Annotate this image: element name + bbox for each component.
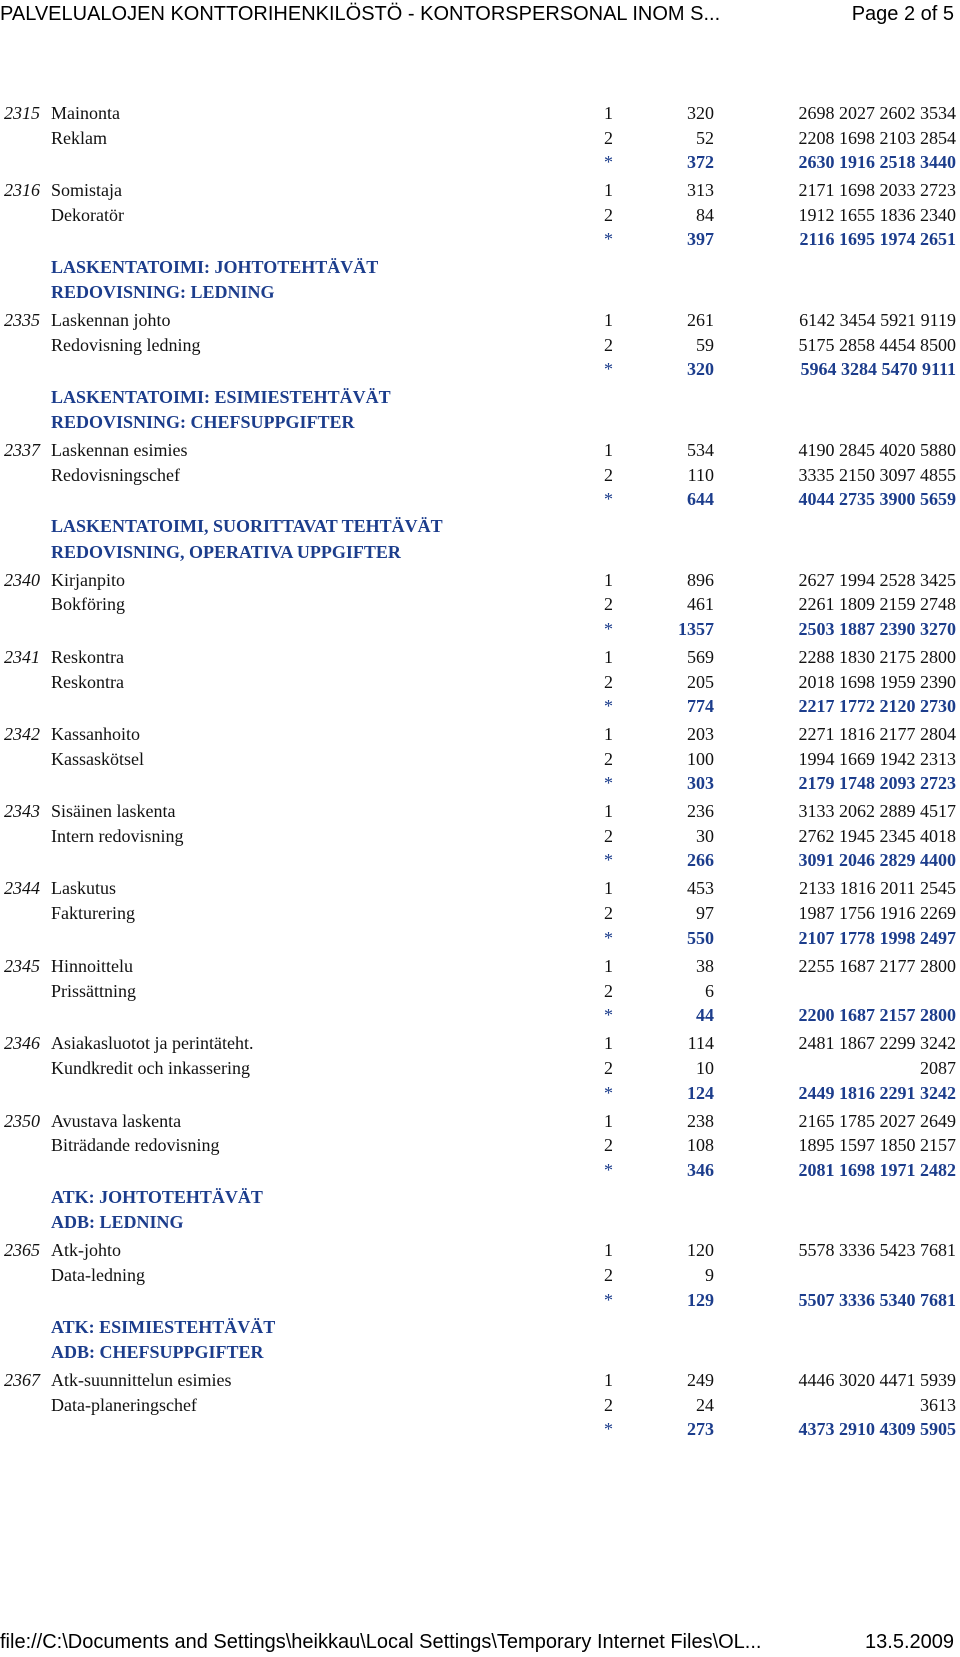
occupation-code: 2350 <box>4 1111 40 1131</box>
salary-stats: 2116 1695 1974 2651 <box>799 229 956 249</box>
occupation-name: Redovisning ledning <box>51 335 201 355</box>
page-header <box>0 0 960 28</box>
count: 124 <box>687 1083 714 1103</box>
section-heading <box>0 1314 960 1340</box>
occupation-name: Kirjanpito <box>51 570 125 590</box>
table-row <box>0 798 960 824</box>
total-row <box>0 693 960 719</box>
file-path: file://C:\Documents and Settings\heikkau\Local Settings\Temporary Internet Files\OL... <box>0 1631 762 1653</box>
section-heading-label: ADB: CHEFSUPPGIFTER <box>51 1342 264 1362</box>
count: 266 <box>687 850 714 870</box>
salary-stats: 2503 1887 2390 3270 <box>798 619 956 639</box>
count: 238 <box>687 1111 714 1131</box>
table-row <box>0 644 960 670</box>
sex-code: 2 <box>604 465 613 485</box>
occupation-code: 2341 <box>4 647 40 667</box>
salary-stats: 2171 1698 2033 2723 <box>798 180 956 200</box>
table-row <box>0 1055 960 1081</box>
occupation-code: 2367 <box>4 1370 40 1390</box>
section-heading-label: REDOVISNING: CHEFSUPPGIFTER <box>51 412 355 432</box>
occupation-name: Somistaja <box>51 180 122 200</box>
salary-stats: 2165 1785 2027 2649 <box>798 1111 956 1131</box>
table-row <box>0 125 960 151</box>
sex-code: 1 <box>604 1370 613 1390</box>
occupation-code: 2344 <box>4 878 40 898</box>
document-title: PALVELUALOJEN KONTTORIHENKILÖSTÖ - KONTORSPERSONAL INOM S... <box>0 3 721 25</box>
sex-code: * <box>604 850 613 870</box>
table-row <box>0 875 960 901</box>
salary-stats: 6142 3454 5921 9119 <box>799 310 956 330</box>
sex-code: * <box>604 152 613 172</box>
occupation-name: Reskontra <box>51 647 124 667</box>
sex-code: * <box>604 1005 613 1025</box>
sex-code: * <box>604 1419 613 1439</box>
count: 896 <box>687 570 714 590</box>
table-row <box>0 1132 960 1158</box>
total-row <box>0 770 960 796</box>
sex-code: 1 <box>604 878 613 898</box>
table-row <box>0 1108 960 1134</box>
total-row <box>0 1416 960 1442</box>
section-heading <box>0 254 960 280</box>
occupation-code: 2343 <box>4 801 40 821</box>
sex-code: 2 <box>604 1265 613 1285</box>
table-row <box>0 100 960 126</box>
sex-code: * <box>604 229 613 249</box>
sex-code: 1 <box>604 103 613 123</box>
section-heading <box>0 279 960 305</box>
count: 261 <box>687 310 714 330</box>
occupation-name: Redovisningschef <box>51 465 180 485</box>
table-row <box>0 1392 960 1418</box>
occupation-code: 2365 <box>4 1240 40 1260</box>
count: 236 <box>687 801 714 821</box>
salary-stats: 2087 <box>920 1058 956 1078</box>
salary-stats: 2288 1830 2175 2800 <box>798 647 956 667</box>
count: 461 <box>687 594 714 614</box>
sex-code: 1 <box>604 1111 613 1131</box>
table-row <box>0 1262 960 1288</box>
salary-stats: 5175 2858 4454 8500 <box>798 335 956 355</box>
occupation-name: Prissättning <box>51 981 137 1001</box>
occupation-name: Dekoratör <box>51 205 124 225</box>
count: 249 <box>687 1370 714 1390</box>
print-date: 13.5.2009 <box>865 1631 954 1653</box>
salary-stats: 5964 3284 5470 9111 <box>800 359 956 379</box>
sex-code: * <box>604 928 613 948</box>
count: 372 <box>687 152 714 172</box>
count: 320 <box>687 359 714 379</box>
sex-code: 1 <box>604 1033 613 1053</box>
salary-stats: 1987 1756 1916 2269 <box>798 903 956 923</box>
table-row <box>0 591 960 617</box>
table-row <box>0 462 960 488</box>
sex-code: 2 <box>604 1058 613 1078</box>
occupation-name: Laskennan johto <box>51 310 171 330</box>
sex-code: * <box>604 619 613 639</box>
salary-stats: 5507 3336 5340 7681 <box>798 1290 956 1310</box>
total-row <box>0 847 960 873</box>
sex-code: 1 <box>604 310 613 330</box>
table-row <box>0 900 960 926</box>
sex-code: 1 <box>604 647 613 667</box>
count: 303 <box>687 773 714 793</box>
count: 774 <box>687 696 714 716</box>
salary-stats: 1895 1597 1850 2157 <box>798 1135 956 1155</box>
total-row <box>0 925 960 951</box>
count: 44 <box>696 1005 714 1025</box>
sex-code: 2 <box>604 1395 613 1415</box>
total-row <box>0 1080 960 1106</box>
sex-code: * <box>604 696 613 716</box>
occupation-name: Kundkredit och inkassering <box>51 1058 250 1078</box>
sex-code: 1 <box>604 956 613 976</box>
occupation-name: Intern redovisning <box>51 826 184 846</box>
total-row <box>0 616 960 642</box>
count: 313 <box>687 180 714 200</box>
page-number: Page 2 of 5 <box>851 3 954 25</box>
table-row <box>0 721 960 747</box>
salary-stats: 4373 2910 4309 5905 <box>798 1419 956 1439</box>
occupation-name: Asiakasluotot ja perintäteht. <box>51 1033 254 1053</box>
sex-code: 2 <box>604 594 613 614</box>
count: 100 <box>687 749 714 769</box>
count: 453 <box>687 878 714 898</box>
occupation-name: Fakturering <box>51 903 135 923</box>
table-row <box>0 746 960 772</box>
sex-code: 2 <box>604 205 613 225</box>
sex-code: * <box>604 1290 613 1310</box>
sex-code: 2 <box>604 672 613 692</box>
table-row <box>0 1367 960 1393</box>
count: 273 <box>687 1419 714 1439</box>
total-row <box>0 1287 960 1313</box>
count: 59 <box>696 335 714 355</box>
count: 569 <box>687 647 714 667</box>
count: 205 <box>687 672 714 692</box>
count: 9 <box>705 1265 714 1285</box>
salary-stats: 2133 1816 2011 2545 <box>799 878 956 898</box>
occupation-name: Laskennan esimies <box>51 440 188 460</box>
salary-stats: 2271 1816 2177 2804 <box>798 724 956 744</box>
table-row <box>0 202 960 228</box>
occupation-name: Mainonta <box>51 103 120 123</box>
salary-stats: 5578 3336 5423 7681 <box>798 1240 956 1260</box>
salary-stats: 2208 1698 2103 2854 <box>798 128 956 148</box>
section-heading-label: REDOVISNING: LEDNING <box>51 282 275 302</box>
count: 550 <box>687 928 714 948</box>
count: 320 <box>687 103 714 123</box>
table-row <box>0 978 960 1004</box>
occupation-code: 2342 <box>4 724 40 744</box>
occupation-name: Kassaskötsel <box>51 749 144 769</box>
count: 108 <box>687 1135 714 1155</box>
occupation-name: Reskontra <box>51 672 124 692</box>
sex-code: 2 <box>604 981 613 1001</box>
sex-code: 2 <box>604 1135 613 1155</box>
table-row <box>0 177 960 203</box>
occupation-name: Hinnoittelu <box>51 956 133 976</box>
occupation-name: Data-planeringschef <box>51 1395 197 1415</box>
count: 30 <box>696 826 714 846</box>
salary-stats: 2018 1698 1959 2390 <box>798 672 956 692</box>
section-heading-label: LASKENTATOIMI, SUORITTAVAT TEHTÄVÄT <box>51 516 443 536</box>
table-row <box>0 332 960 358</box>
salary-stats: 3133 2062 2889 4517 <box>798 801 956 821</box>
count: 110 <box>687 465 714 485</box>
occupation-code: 2337 <box>4 440 40 460</box>
salary-stats: 2200 1687 2157 2800 <box>798 1005 956 1025</box>
sex-code: * <box>604 1160 613 1180</box>
total-row <box>0 226 960 252</box>
occupation-name: Atk-johto <box>51 1240 121 1260</box>
section-heading <box>0 539 960 565</box>
occupation-code: 2340 <box>4 570 40 590</box>
count: 38 <box>696 956 714 976</box>
count: 397 <box>687 229 714 249</box>
section-heading-label: LASKENTATOIMI: ESIMIESTEHTÄVÄT <box>51 387 391 407</box>
section-heading-label: ATK: JOHTOTEHTÄVÄT <box>51 1187 263 1207</box>
salary-stats: 2630 1916 2518 3440 <box>798 152 956 172</box>
table-row <box>0 823 960 849</box>
table-row <box>0 567 960 593</box>
salary-stats: 3613 <box>920 1395 956 1415</box>
total-row <box>0 1002 960 1028</box>
count: 534 <box>687 440 714 460</box>
occupation-code: 2346 <box>4 1033 40 1053</box>
salary-stats: 2698 2027 2602 3534 <box>798 103 956 123</box>
count: 120 <box>687 1240 714 1260</box>
occupation-code: 2316 <box>4 180 40 200</box>
sex-code: 1 <box>604 801 613 821</box>
sex-code: 1 <box>604 440 613 460</box>
section-heading-label: REDOVISNING, OPERATIVA UPPGIFTER <box>51 542 401 562</box>
section-heading <box>0 1209 960 1235</box>
salary-stats: 2081 1698 1971 2482 <box>798 1160 956 1180</box>
occupation-name: Biträdande redovisning <box>51 1135 220 1155</box>
sex-code: * <box>604 1083 613 1103</box>
salary-stats: 2762 1945 2345 4018 <box>798 826 956 846</box>
salary-stats: 2627 1994 2528 3425 <box>798 570 956 590</box>
sex-code: 2 <box>604 335 613 355</box>
count: 129 <box>687 1290 714 1310</box>
page-footer <box>0 1628 960 1656</box>
occupation-name: Avustava laskenta <box>51 1111 182 1131</box>
section-heading-label: LASKENTATOIMI: JOHTOTEHTÄVÄT <box>51 257 379 277</box>
occupation-name: Sisäinen laskenta <box>51 801 176 821</box>
count: 6 <box>705 981 714 1001</box>
sex-code: 1 <box>604 1240 613 1260</box>
salary-stats: 2217 1772 2120 2730 <box>798 696 956 716</box>
occupation-code: 2335 <box>4 310 40 330</box>
total-row <box>0 149 960 175</box>
section-heading <box>0 384 960 410</box>
sex-code: 1 <box>604 570 613 590</box>
section-heading <box>0 1184 960 1210</box>
count: 346 <box>687 1160 714 1180</box>
occupation-name: Data-ledning <box>51 1265 145 1285</box>
sex-code: * <box>604 359 613 379</box>
occupation-name: Atk-suunnittelun esimies <box>51 1370 232 1390</box>
salary-stats: 2449 1816 2291 3242 <box>798 1083 956 1103</box>
sex-code: 2 <box>604 826 613 846</box>
total-row <box>0 356 960 382</box>
count: 1357 <box>678 619 714 639</box>
salary-stats: 4446 3020 4471 5939 <box>798 1370 956 1390</box>
occupation-name: Reklam <box>51 128 107 148</box>
salary-stats: 2107 1778 1998 2497 <box>798 928 956 948</box>
salary-stats: 4044 2735 3900 5659 <box>798 489 956 509</box>
occupation-name: Kassanhoito <box>51 724 140 744</box>
count: 644 <box>687 489 714 509</box>
table-row <box>0 1030 960 1056</box>
occupation-name: Laskutus <box>51 878 116 898</box>
table-row <box>0 953 960 979</box>
salary-stats: 3091 2046 2829 4400 <box>798 850 956 870</box>
table-row <box>0 437 960 463</box>
section-heading <box>0 1339 960 1365</box>
salary-stats: 1912 1655 1836 2340 <box>798 205 956 225</box>
count: 203 <box>687 724 714 744</box>
count: 84 <box>696 205 714 225</box>
sex-code: 1 <box>604 180 613 200</box>
occupation-code: 2315 <box>4 103 40 123</box>
count: 97 <box>696 903 714 923</box>
count: 52 <box>696 128 714 148</box>
salary-stats: 3335 2150 3097 4855 <box>798 465 956 485</box>
salary-stats: 2179 1748 2093 2723 <box>798 773 956 793</box>
table-row <box>0 307 960 333</box>
count: 114 <box>687 1033 714 1053</box>
table-row <box>0 1237 960 1263</box>
total-row <box>0 486 960 512</box>
section-heading <box>0 513 960 539</box>
salary-stats: 2481 1867 2299 3242 <box>798 1033 956 1053</box>
sex-code: 1 <box>604 724 613 744</box>
sex-code: 2 <box>604 749 613 769</box>
count: 24 <box>696 1395 714 1415</box>
table-row <box>0 669 960 695</box>
section-heading <box>0 409 960 435</box>
salary-stats: 4190 2845 4020 5880 <box>798 440 956 460</box>
salary-stats: 1994 1669 1942 2313 <box>798 749 956 769</box>
section-heading-label: ATK: ESIMIESTEHTÄVÄT <box>51 1317 276 1337</box>
salary-stats: 2261 1809 2159 2748 <box>798 594 956 614</box>
section-heading-label: ADB: LEDNING <box>51 1212 184 1232</box>
sex-code: * <box>604 773 613 793</box>
sex-code: * <box>604 489 613 509</box>
occupation-name: Bokföring <box>51 594 125 614</box>
salary-stats: 2255 1687 2177 2800 <box>798 956 956 976</box>
count: 10 <box>696 1058 714 1078</box>
sex-code: 2 <box>604 903 613 923</box>
occupation-code: 2345 <box>4 956 40 976</box>
sex-code: 2 <box>604 128 613 148</box>
total-row <box>0 1157 960 1183</box>
